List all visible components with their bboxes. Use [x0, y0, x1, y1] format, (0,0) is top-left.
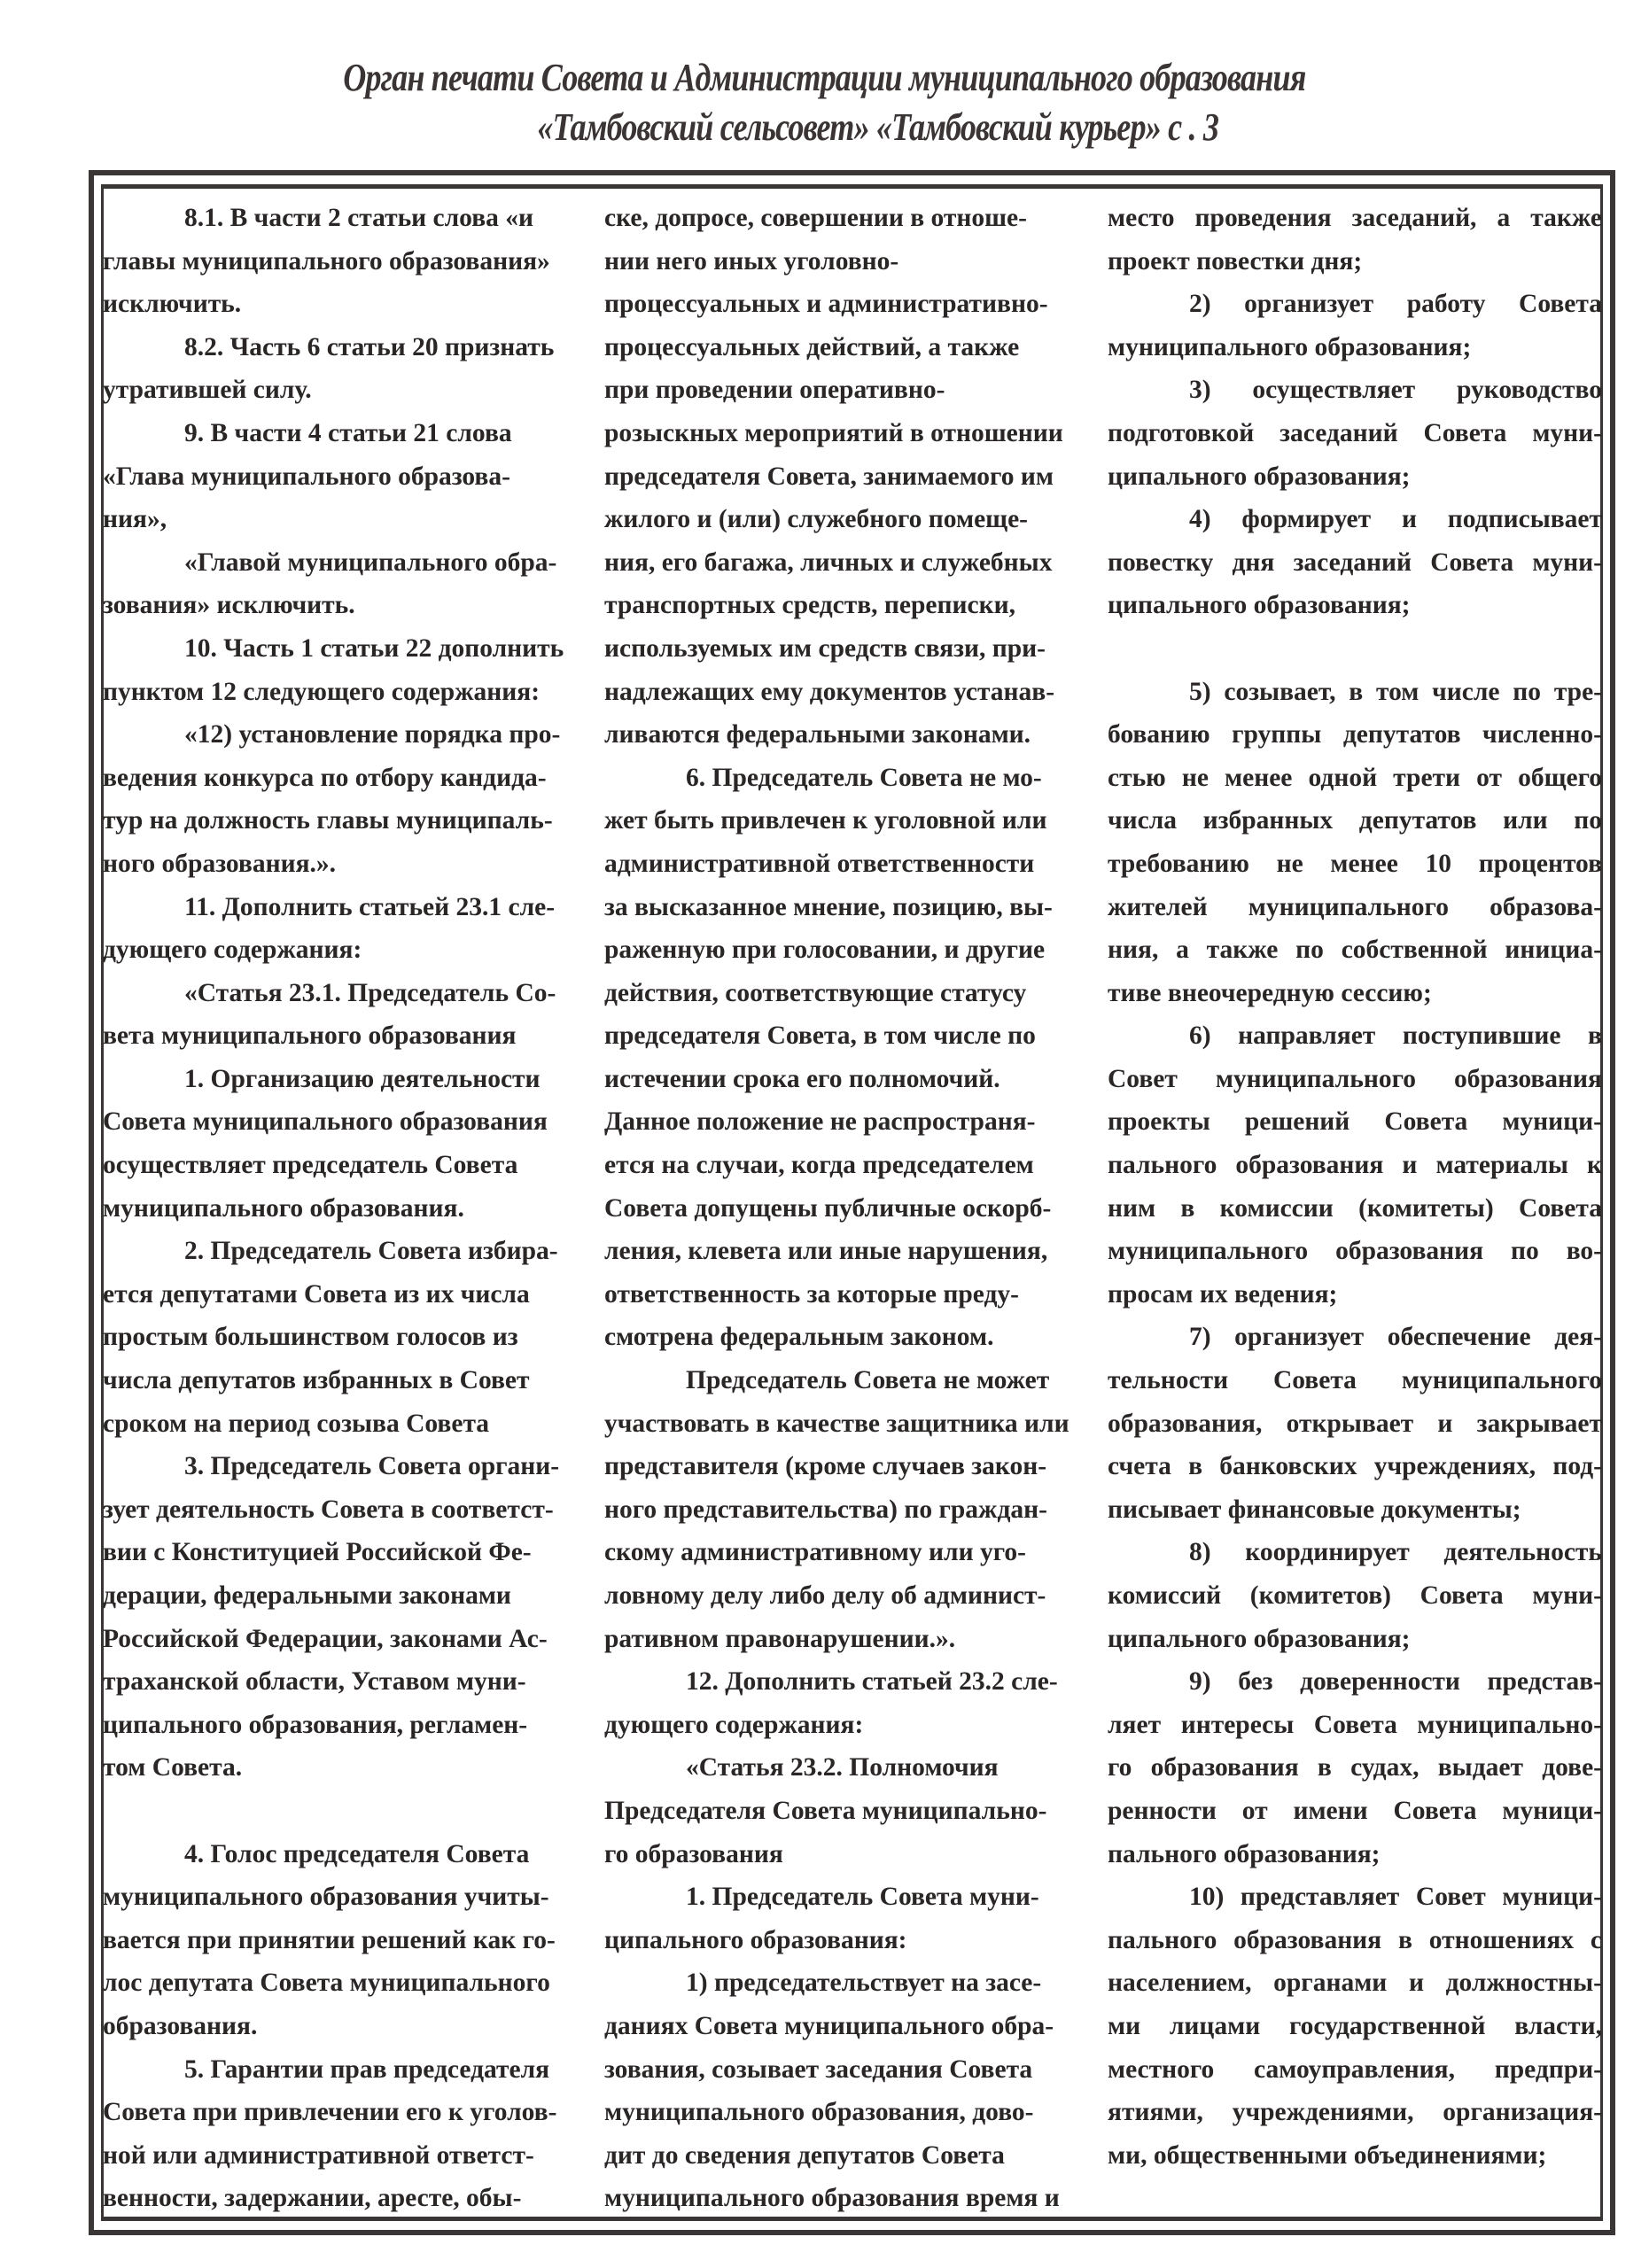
text-line: просам их ведения; [1108, 1279, 1338, 1309]
text-line: числа избранных депутатов или по [1108, 806, 1602, 835]
text-line: 1. Организацию деятельности [184, 1064, 541, 1093]
text-line: 8.2. Часть 6 статьи 20 признать [184, 332, 555, 361]
text-line: тиве внеочередную сессию; [1108, 978, 1432, 1007]
text-line: ния, его багажа, личных и служебных [604, 548, 1053, 577]
text-line: го образования в судах, выдает дове- [1108, 1753, 1602, 1783]
text-line: 6. Председатель Совета не мо- [686, 763, 1042, 792]
text-line: ципального образования; [1108, 591, 1411, 620]
text-column-2 [604, 197, 1093, 2220]
text-line: зует деятельность Совета в соответст- [103, 1495, 554, 1524]
text-line: ного образования.». [103, 849, 337, 878]
text-line: жителей муниципального образова- [1108, 892, 1602, 921]
text-line: повестку дня заседаний Совета муни- [1108, 548, 1602, 577]
text-line: председателя Совета, в том числе по [604, 1021, 1036, 1051]
text-line: Совет муниципального образования [1108, 1064, 1602, 1093]
text-line: муниципального образования учиты- [103, 1883, 549, 1912]
text-line: 9) без доверенности представ- [1189, 1667, 1602, 1697]
text-line: вается при принятии решений как го- [103, 1925, 556, 1954]
text-line: дующего содержания: [103, 936, 362, 965]
text-line: место проведения заседаний, а также [1108, 204, 1602, 232]
text-line: Совета муниципального образования [103, 1107, 548, 1137]
text-line: пального образования; [1108, 1839, 1381, 1868]
text-line: раженную при голосовании, и другие [604, 936, 1046, 965]
text-line: ске, допросе, совершении в отноше- [604, 204, 1027, 232]
text-line: ципального образования, регламен- [103, 1710, 528, 1739]
masthead-line-2 [53, 105, 1649, 150]
text-line: зования, созывает заседания Совета [604, 2054, 1033, 2084]
text-line: ния, а также по собственной инициа- [1108, 936, 1602, 965]
text-line: процессуальных и административно- [604, 290, 1048, 319]
text-line: пунктом 12 следующего содержания: [103, 677, 541, 706]
text-line: муниципального образования время и [604, 2184, 1060, 2213]
text-line: осуществляет председатель Совета [103, 1151, 518, 1180]
text-line: зования» исключить. [103, 591, 355, 620]
text-line: ятиями, учреждениями, организация- [1108, 2098, 1602, 2127]
text-line: ного представительства) по граждан- [604, 1495, 1047, 1524]
text-line: смотрена федеральным законом. [604, 1323, 994, 1352]
text-line: розыскных мероприятий в отношении [604, 418, 1063, 447]
text-line: дующего содержания: [604, 1710, 864, 1739]
text-line: ципального образования; [1108, 1624, 1411, 1653]
text-line: жилого и (или) служебного помеще- [604, 505, 1028, 534]
text-line: ливаются федеральными законами. [604, 720, 1031, 750]
text-line: 11. Дополнить статьей 23.1 сле- [184, 892, 556, 921]
masthead-text-2: «Тамбовский сельсовет» «Тамбовский курьер» с . 3 [537, 105, 1218, 149]
text-line: нии него иных уголовно- [604, 246, 899, 276]
text-line: используемых им средств связи, при- [604, 633, 1046, 663]
masthead-line-1 [0, 55, 1649, 100]
text-line: ципального образования: [604, 1925, 907, 1954]
text-line: Совета при привлечении его к уголов- [103, 2098, 557, 2127]
blank-line [1108, 627, 1602, 671]
text-line: ми лицами государственной власти, [1108, 2011, 1602, 2040]
text-line: подготовкой заседаний Совета муни- [1108, 418, 1602, 447]
text-line: ется депутатами Совета из их числа [103, 1279, 530, 1309]
text-line: 10) представляет Совет муници- [1189, 1883, 1602, 1912]
text-line: ративном правонарушении.». [604, 1624, 956, 1653]
text-line: Данное положение не распространя- [604, 1107, 1036, 1137]
text-line: пального образования и материалы к [1108, 1151, 1602, 1180]
text-line: траханской области, Уставом муни- [103, 1667, 526, 1697]
text-line: скому административному или уго- [604, 1538, 1026, 1567]
masthead-text-1: Орган печати Совета и Администрации муниципального образования [343, 56, 1306, 99]
text-line: 7) организует обеспечение дея- [1189, 1323, 1602, 1352]
text-line: образования. [103, 2011, 258, 2040]
text-line: при проведении оперативно- [604, 376, 945, 405]
text-line: «Глава муниципального образова- [103, 462, 510, 491]
text-line: 3) осуществляет руководство [1189, 376, 1602, 405]
text-line: сроком на период созыва Совета [103, 1409, 490, 1438]
text-line: 2. Председатель Совета избира- [184, 1237, 558, 1266]
text-line: Российской Федерации, законами Ас- [103, 1624, 548, 1653]
text-line: 8) координирует деятельность [1189, 1538, 1602, 1567]
text-line: за высказанное мнение, позицию, вы- [604, 892, 1053, 921]
text-line: председателя Совета, занимаемого им [604, 462, 1054, 491]
text-line: комиссий (комитетов) Совета муни- [1108, 1581, 1602, 1610]
text-line: ним в комиссии (комитеты) Совета [1108, 1193, 1602, 1223]
text-line: 1. Председатель Совета муни- [686, 1883, 1039, 1912]
text-line: 6) направляет поступившие в [1189, 1021, 1602, 1051]
text-line: «12) установление порядка про- [184, 720, 561, 750]
text-line: исключить. [103, 290, 242, 319]
text-line: муниципального образования по во- [1108, 1237, 1602, 1266]
text-line: проект повестки дня; [1108, 246, 1363, 276]
text-line: ми, общественными объединениями; [1108, 2140, 1547, 2170]
text-line: писывает финансовые документы; [1108, 1495, 1521, 1524]
text-line: пального образования в отношениях с [1108, 1925, 1602, 1954]
text-line: транспортных средств, переписки, [604, 591, 1015, 620]
text-line: действия, соответствующие статусу [604, 978, 1027, 1007]
text-line: ловному делу либо делу об админист- [604, 1581, 1046, 1610]
text-line: дерации, федеральными законами [103, 1581, 511, 1610]
text-column-3 [1108, 197, 1602, 2177]
text-line: вета муниципального образования [103, 1021, 517, 1051]
text-line: образования, открывает и закрывает [1108, 1409, 1602, 1438]
text-line: го образования [604, 1839, 783, 1868]
text-line: истечении срока его полномочий. [604, 1064, 1000, 1093]
text-line: муниципального образования, дово- [604, 2098, 1034, 2127]
text-line: том Совета. [103, 1753, 243, 1783]
text-line: 3. Председатель Совета органи- [184, 1452, 560, 1481]
text-line: вии с Конституцией Российской Фе- [103, 1538, 532, 1567]
text-line: главы муниципального образования» [103, 246, 550, 276]
text-line: местного самоуправления, предпри- [1108, 2054, 1602, 2084]
text-line: 12. Дополнить статьей 23.2 сле- [686, 1667, 1058, 1697]
text-line: ления, клевета или иные нарушения, [604, 1237, 1048, 1266]
text-line: населением, органами и должностны- [1108, 1969, 1602, 1998]
text-line: ведения конкурса по отбору кандида- [103, 763, 547, 792]
text-line: числа депутатов избранных в Совет [103, 1366, 530, 1395]
text-line: требованию не менее 10 процентов [1108, 849, 1602, 878]
text-line: представителя (кроме случаев закон- [604, 1452, 1047, 1481]
text-line: «Главой муниципального обра- [184, 548, 557, 577]
text-line: 4. Голос председателя Совета [184, 1839, 530, 1868]
text-line: проекты решений Совета муници- [1108, 1107, 1602, 1137]
text-line: муниципального образования; [1108, 332, 1472, 361]
text-line: муниципального образования. [103, 1193, 464, 1223]
blank-line [103, 1790, 592, 1833]
text-line: 9. В части 4 статьи 21 слова [184, 418, 512, 447]
text-line: ется на случаи, когда председателем [604, 1151, 1034, 1180]
text-line: ной или административной ответст- [103, 2140, 534, 2170]
text-line: Председатель Совета не может [686, 1366, 1050, 1395]
text-line: административной ответственности [604, 849, 1035, 878]
text-line: дит до сведения депутатов Совета [604, 2140, 1005, 2170]
text-line: 5. Гарантии прав председателя [184, 2054, 550, 2084]
text-line: участвовать в качестве защитника или [604, 1409, 1070, 1438]
text-line: венности, задержании, аресте, обы- [103, 2184, 522, 2213]
text-line: тур на должность главы муниципаль- [103, 806, 553, 835]
text-line: тельности Совета муниципального [1108, 1366, 1602, 1395]
text-line: «Статья 23.2. Полномочия [686, 1753, 999, 1783]
text-line: Совета допущены публичные оскорб- [604, 1193, 1052, 1223]
text-line: ляет интересы Совета муниципально- [1108, 1710, 1602, 1739]
text-line: утратившей силу. [103, 376, 312, 405]
text-line: стью не менее одной трети от общего [1108, 763, 1602, 792]
text-line: 4) формирует и подписывает [1189, 505, 1602, 534]
text-line: простым большинством голосов из [103, 1323, 518, 1352]
text-line: жет быть привлечен к уголовной или [604, 806, 1047, 835]
text-line: ципального образования; [1108, 462, 1411, 491]
text-line: бованию группы депутатов численно- [1108, 720, 1602, 750]
text-line: 2) организует работу Совета [1189, 290, 1602, 319]
text-line: ответственность за которые преду- [604, 1279, 1019, 1309]
text-column-1 [103, 197, 592, 2220]
text-line: даниях Совета муниципального обра- [604, 2011, 1054, 2040]
text-line: процессуальных действий, а также [604, 332, 1020, 361]
text-line: лос депутата Совета муниципального [103, 1969, 550, 1998]
text-line: счета в банковских учреждениях, под- [1108, 1452, 1602, 1481]
text-line: Председателя Совета муниципально- [604, 1796, 1047, 1825]
text-line: 5) созывает, в том числе по тре- [1189, 677, 1602, 706]
text-line: 8.1. В части 2 статьи слова «и [184, 204, 534, 232]
text-line: 1) председательствует на засе- [686, 1969, 1042, 1998]
text-line: надлежащих ему документов устанав- [604, 677, 1055, 706]
text-line: 10. Часть 1 статьи 22 дополнить [184, 633, 564, 663]
text-line: ренности от имени Совета муници- [1108, 1796, 1602, 1825]
text-line: «Статья 23.1. Председатель Со- [184, 978, 556, 1007]
text-line: ния», [103, 505, 167, 534]
